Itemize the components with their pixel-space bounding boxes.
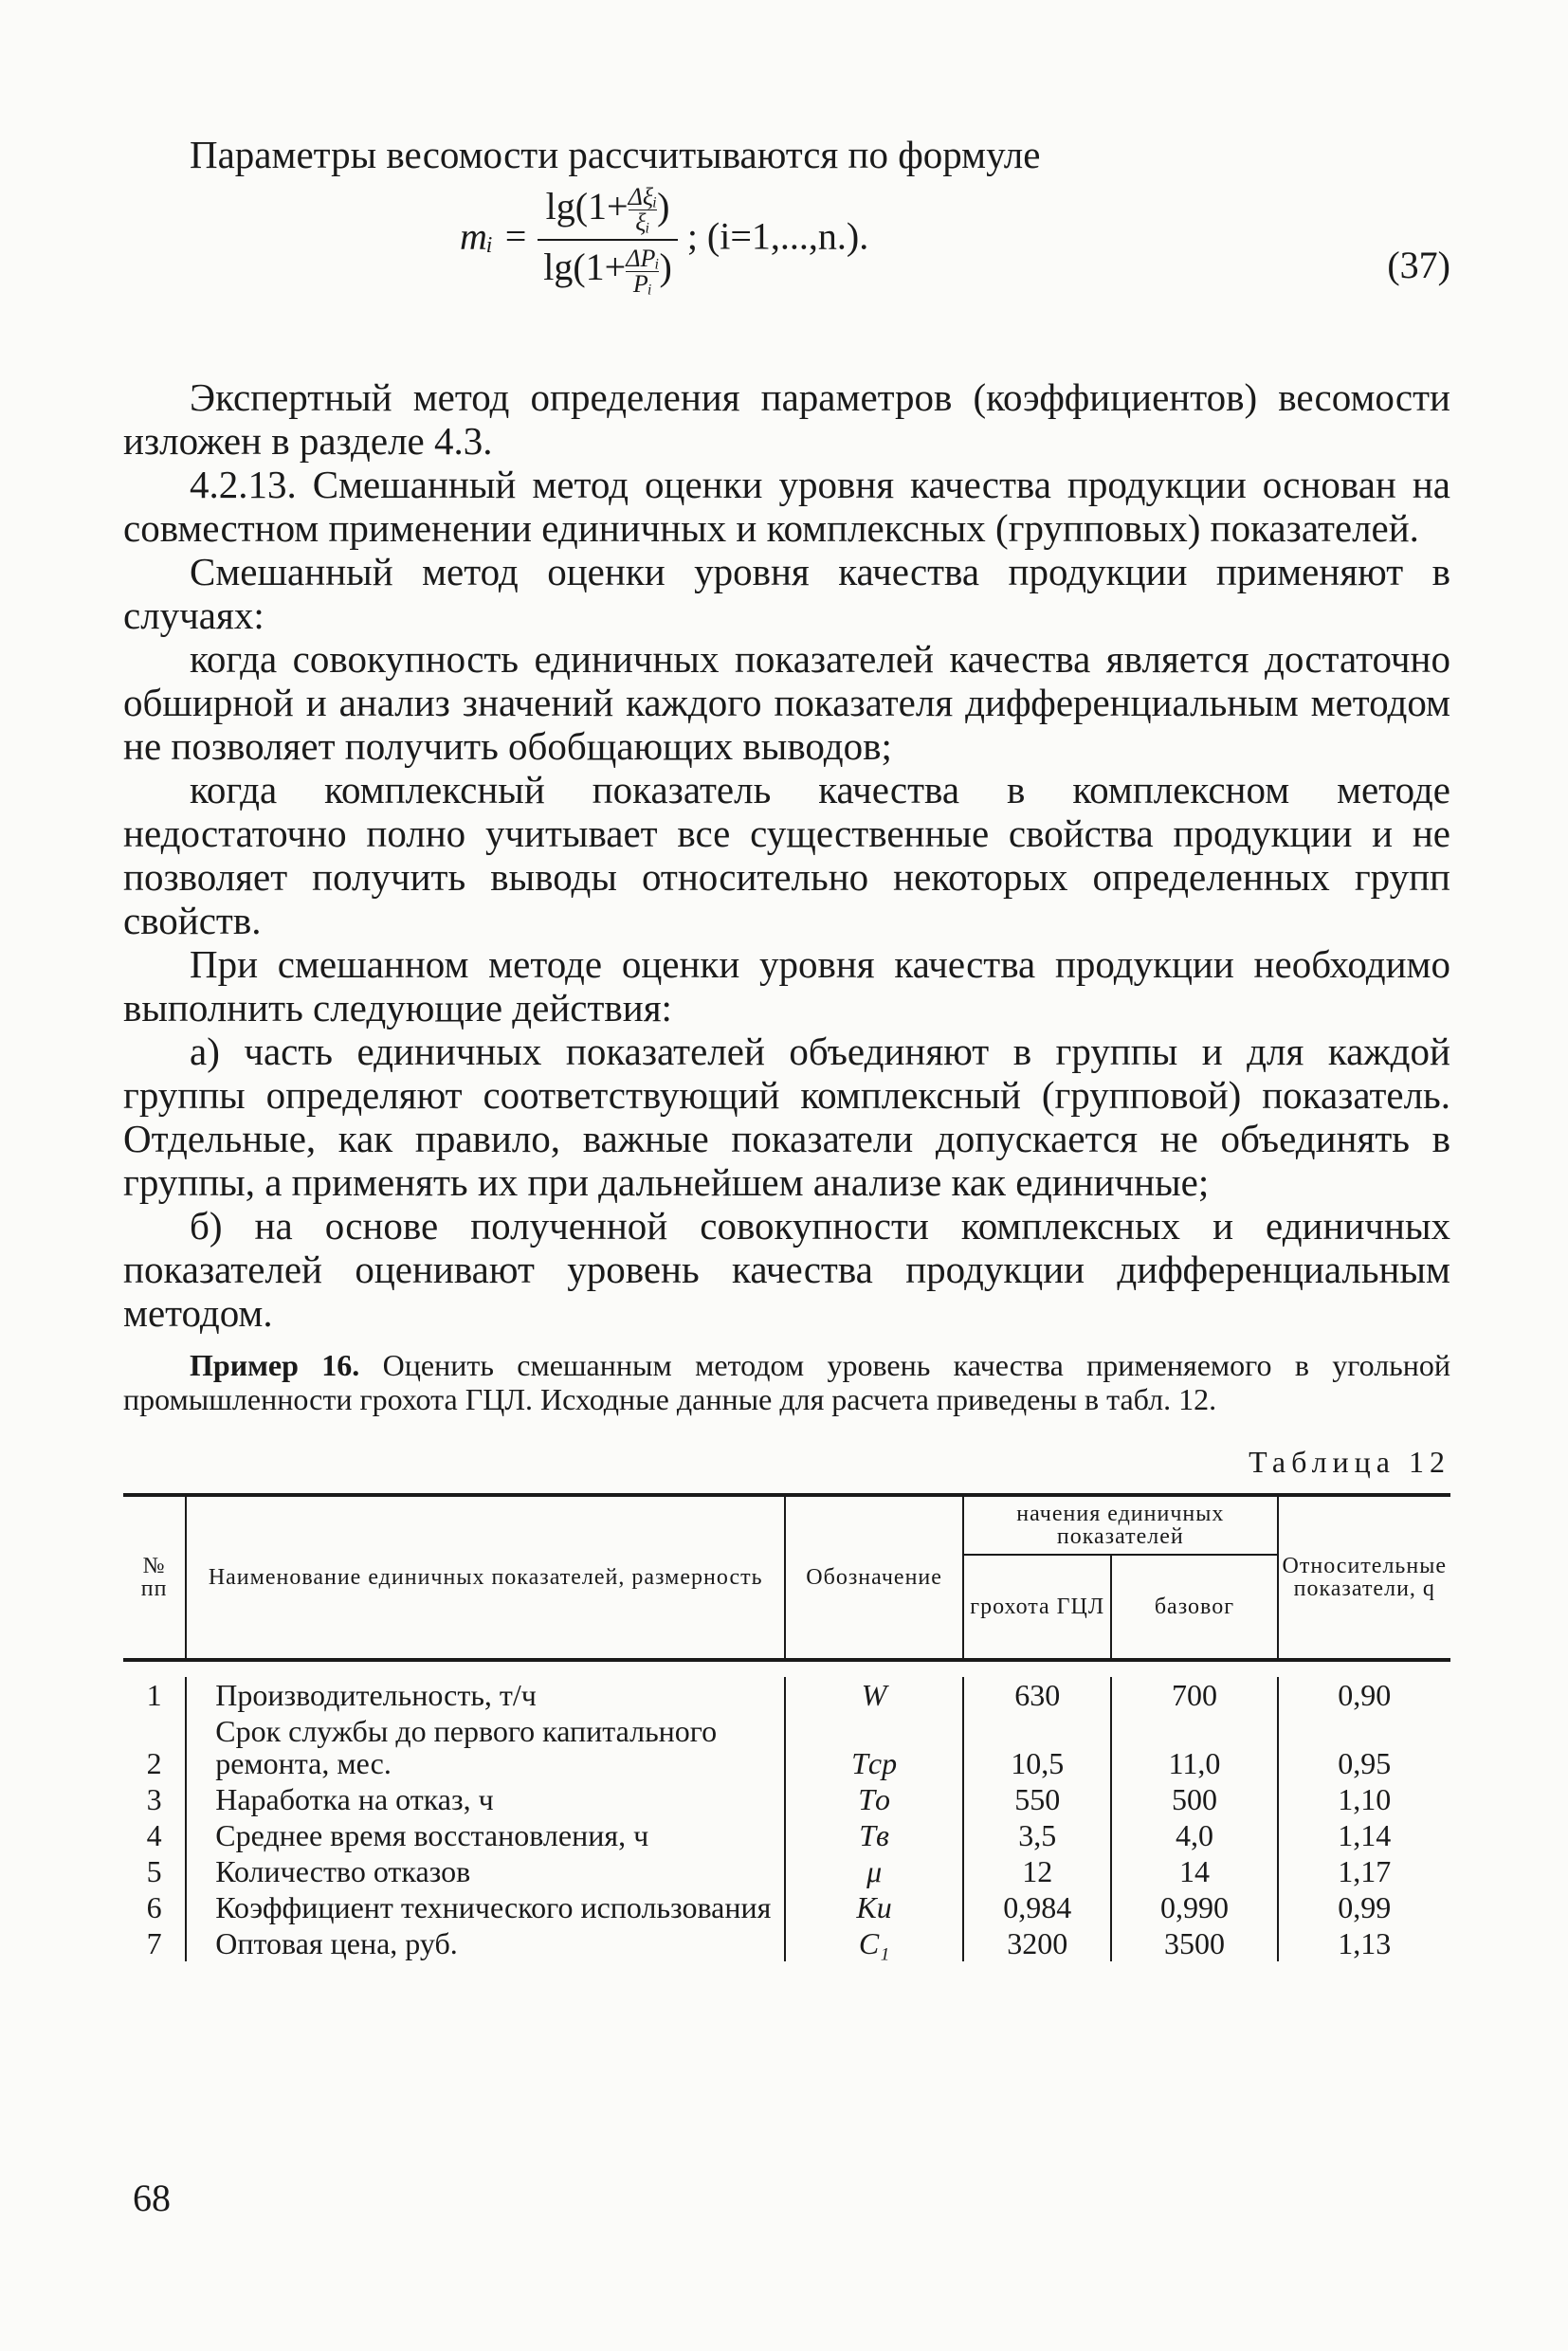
table-row: 1 Производительность, т/ч W 630 700 0,90 xyxy=(123,1677,1450,1713)
example-text: Оценить смешанным методом уровень качества применяемого в угольной промышленности грохота ГЦЛ. Исходные данные для расчета приведены в табл. 12. xyxy=(123,1348,1451,1416)
table-caption: Таблица 12 xyxy=(1249,1445,1450,1479)
formula-37 xyxy=(123,176,1450,375)
example-16 xyxy=(123,1348,1450,1416)
header-symbol: Обозначение xyxy=(785,1495,963,1660)
formula-condition: ; (i=1,...,n.). xyxy=(686,214,869,258)
formula-numerator: lg(1+ $\frac{\text{Δξᵢ}}{\text{ξᵢ}}$ ) xyxy=(538,184,678,241)
table-row: 6 Коэффициент технического использования Kи 0,984 0,990 0,99 xyxy=(123,1889,1450,1925)
header-name: Наименование единичных показателей, размерность xyxy=(186,1495,785,1660)
header-values-group: начения единичных показателей xyxy=(963,1495,1277,1555)
paragraph: б) на основе полученной совокупности комплексных и единичных показателей оценивают уровень качества продукции дифференциальным методом. xyxy=(123,1204,1450,1335)
formula-denominator: lg(1+ $\frac{\text{ΔPᵢ}}{\text{Pᵢ}}$ ) xyxy=(543,244,672,298)
header-base: базовог xyxy=(1111,1555,1277,1660)
formula-lhs: mᵢ = xyxy=(460,214,529,258)
paragraph: При смешанном методе оценки уровня качества продукции необходимо выполнить следующие действия: xyxy=(123,942,1450,1030)
paragraph: а) часть единичных показателей объединяют в группы и для каждой группы определяют соответствующий комплексный (групповой) показатель. Отдельные, как правило, важные показатели допускается не объединять в группы, а применять их при дальнейшем анализе как единичные; xyxy=(123,1030,1450,1204)
page-body xyxy=(123,133,1450,1961)
header-gcl: грохота ГЦЛ xyxy=(963,1555,1111,1660)
header-no: № пп xyxy=(140,1554,168,1601)
intro-text: Параметры весомости рассчитываются по формуле xyxy=(190,133,1041,176)
paragraph: 4.2.13. Смешанный метод оценки уровня качества продукции основан на совместном применении единичных и комплексных (групповых) показателей. xyxy=(123,463,1450,550)
header-relative: Относительные показатели, q xyxy=(1278,1495,1450,1660)
equation-number: (37) xyxy=(1387,244,1450,286)
table-row: 2 Срок службы до первого капитального ремонта, мес. Tср 10,5 11,0 0,95 xyxy=(123,1713,1450,1781)
example-label: Пример 16. xyxy=(190,1348,360,1382)
table-row: 3 Наработка на отказ, ч Tо 550 500 1,10 xyxy=(123,1781,1450,1817)
table-row: 4 Среднее время восстановления, ч Tв 3,5 4,0 1,14 xyxy=(123,1817,1450,1853)
table-row: 5 Количество отказов μ 12 14 1,17 xyxy=(123,1853,1450,1889)
formula-expression xyxy=(460,184,868,297)
page-number: 68 xyxy=(133,2177,171,2219)
paragraph: Экспертный метод определения параметров (коэффициентов) весомости изложен в разделе 4.3. xyxy=(123,375,1450,463)
table-row: 7 Оптовая цена, руб. C₁ 3200 3500 1,13 xyxy=(123,1925,1450,1961)
table-12 xyxy=(123,1493,1450,1961)
paragraph: когда комплексный показатель качества в комплексном методе недостаточно полно учитывает все существенные свойства продукции и не позволяет получить выводы относительно некоторых определенных групп свойств. xyxy=(123,768,1450,942)
paragraph: когда совокупность единичных показателей качества является достаточно обширной и анализ значений каждого показателя дифференциальным методом не позволяет получить обобщающих выводов; xyxy=(123,637,1450,768)
paragraph: Смешанный метод оценки уровня качества продукции применяют в случаях: xyxy=(123,550,1450,637)
formula-fraction xyxy=(538,184,678,297)
